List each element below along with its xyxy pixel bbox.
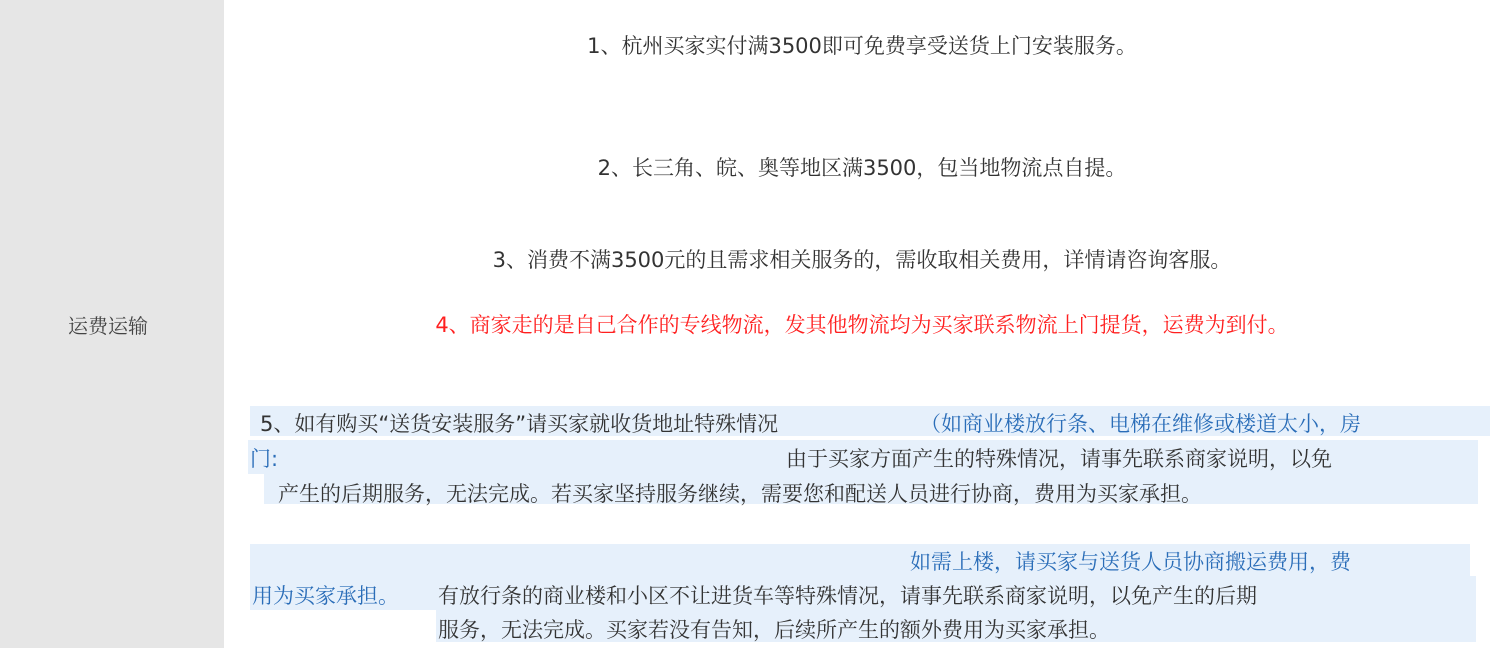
row-label: 运费运输 (68, 314, 148, 338)
item-5-line2-a: 门: (250, 447, 279, 471)
para-6-line2-b: 有放行条的商业楼和小区不让进货车等特殊情况，请事先联系商家说明，以免产生的后期 (438, 584, 1257, 608)
para-6-line3: 服务，无法完成。买家若没有告知，后续所产生的额外费用为买家承担。 (438, 618, 1110, 642)
label-column (0, 0, 224, 648)
para-6-line2-a: 用为买家承担。 (252, 584, 399, 608)
item-3: 3、消费不满3500元的且需求相关服务的，需收取相关费用，详情请咨询客服。 (492, 248, 1232, 272)
item-4: 4、商家走的是自己合作的专线物流，发其他物流均为买家联系物流上门提货，运费为到付。 (435, 313, 1289, 337)
para-6-line1: 如需上楼，请买家与送货人员协商搬运费用，费 (910, 550, 1351, 574)
item-2: 2、长三角、皖、奥等地区满3500，包当地物流点自提。 (597, 156, 1127, 180)
item-5-line1-b: （如商业楼放行条、电梯在维修或楼道太小，房 (920, 412, 1361, 436)
item-5-line1-a: 5、如有购买“送货安装服务”请买家就收货地址特殊情况 (260, 412, 779, 436)
item-5-line2-b: 由于买家方面产生的特殊情况，请事先联系商家说明，以免 (786, 447, 1332, 471)
content-area (224, 0, 1500, 648)
item-1: 1、杭州买家实付满3500即可免费享受送货上门安装服务。 (587, 34, 1137, 58)
item-5-line3: 产生的后期服务，无法完成。若买家坚持服务继续，需要您和配送人员进行协商，费用为买家承担。 (278, 482, 1202, 506)
